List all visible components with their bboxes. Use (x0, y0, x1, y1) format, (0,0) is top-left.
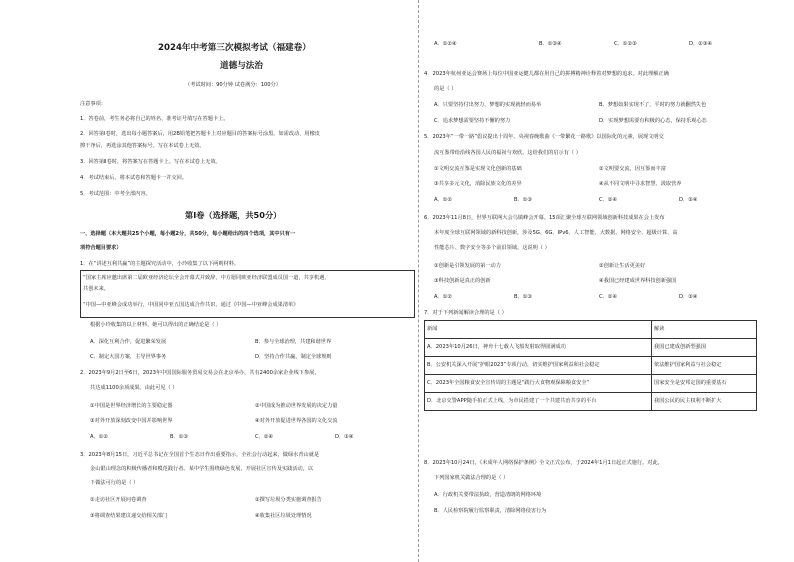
q4-option-b: B．梦想如果实现不了，平时的努力就翻然失色 (599, 102, 707, 108)
q5-item: ④从不同文明中寻求智慧、汲取营养 (599, 181, 682, 187)
q5-stem: 流互鉴带给沿线各国人民的福祉与欢欣。这给我们的启示有（ ） (434, 150, 581, 156)
q3-option-d: D．②③④ (689, 41, 713, 47)
q3-stem: 下做法可行的是（ ） (90, 480, 139, 486)
q5-option-d: D．③④ (679, 197, 698, 203)
table-row (425, 393, 757, 411)
note-line: 3．回答第Ⅱ卷时，将答案写在答题卡上。写在本试卷上无效。 (80, 159, 221, 165)
note-line: 1．答卷前，考生务必将自己的姓名、准考证号填写在答题卡上。 (80, 116, 229, 122)
table-cell: 我国已建成创新型强国 (652, 339, 757, 357)
q5-option-c: C．②④ (599, 197, 618, 203)
note-line: 擦干净后，再选涂其他答案标号。写在本试卷上无效。 (80, 143, 205, 149)
q4-stem: 的是（ ） (434, 86, 457, 92)
q1-material: “中国—中亚峰会成功举行，中国同中亚五国达成合作共识，通过《中国—中亚峰会成果清单》 (83, 302, 299, 308)
part1-instruction: 项符合题目要求） (80, 245, 122, 251)
table-cell: 我国公民的民主权利不断扩大 (652, 393, 757, 411)
table-row (425, 357, 757, 375)
q5-item: ③共享多元文化，消除民族文化的差异 (434, 181, 522, 187)
q1-option-d: D．坚持合作共赢，制定全球规则 (255, 354, 332, 360)
q7-stem: 7．对于下列新闻解读合理的是（ ） (424, 310, 507, 316)
q3-item: ④收集社区垃圾处理情况 (255, 513, 312, 519)
table-cell: B．公安机关深入开展“护眼2023”专项行动，切实维护国家利益和社会稳定 (425, 357, 652, 375)
q6-option-b: B．①③ (514, 294, 533, 300)
q6-item: ①创新是引领发展的第一动力 (434, 263, 501, 269)
exam-info: （考试时间：90分钟 试卷满分：100分） (185, 82, 281, 88)
q5-item: ②文明要交流，因互鉴而丰富 (599, 166, 666, 172)
q1-option-b: B．参与全球治理，共建和谐世界 (255, 339, 332, 345)
q2-stem: 2．2023年9月2日至6日，2023年中国国际服务贸易交易会在北京举办，共有2400余家企业线下参展， (80, 370, 320, 376)
part1-title: 第Ⅰ卷（选择题，共50分） (185, 210, 282, 220)
q1-option-a: A．深化互利合作，促进繁荣发展 (90, 339, 167, 345)
table-cell: C．2023年全国粮食安全宣传周的主题是“践行大食物观保障粮食安全” (425, 375, 652, 393)
table-header-cell: 解读 (652, 321, 757, 339)
table-cell: D．北京交警APP随手拍正式上线，为市民搭建了一个共建共治共享的平台 (425, 393, 652, 411)
exam-title: 2024年中考第三次模拟考试（福建卷） (158, 43, 311, 53)
note-line: 5．考试范围：中考全部内容。 (80, 191, 151, 197)
note-line: 2．回答第Ⅰ卷时，选出每小题答案后，用2B铅笔把答题卡上对应题目的答案标号涂黑。如需改动，用橡皮 (80, 131, 320, 137)
q1-material: “国家主席应邀出席第二届欧亚经济论坛全会开幕式并致辞，中方愿同欧亚经济联盟成员国一道，共享机遇， (83, 275, 330, 281)
table-row (425, 339, 757, 357)
q3-item: ②撰写垃圾分类实施调查报告 (255, 497, 322, 503)
table-header-cell: 新闻 (425, 321, 652, 339)
q7-news-table (424, 320, 757, 411)
q4-option-c: C．追求梦想需要坚持不懈的努力 (434, 118, 511, 124)
q4-stem: 4．2023年杭州亚运会赛场上每位中国亚运健儿都在用自己的拼搏精神诠释着对梦想的追求。对此理解正确 (424, 71, 669, 77)
q2-option-b: B．①③ (170, 434, 189, 440)
q3-option-a: A．①②④ (434, 41, 457, 47)
q2-option-d: D．③④ (335, 434, 354, 440)
part1-instruction: 一、选择题（本大题共25个小题，每小题2分，共50分，每小题给出的四个选项，其中只有一 (80, 231, 296, 237)
q8-stem: 8．2023年10月24日，《未成年人网络保护条例》全文正式公布，于2024年1月1日起正式施行。对此， (424, 460, 663, 466)
q5-option-a: A．①② (434, 197, 453, 203)
q6-option-d: D．③④ (679, 294, 698, 300)
q6-item: ③科技创新是真正的创新 (434, 278, 491, 284)
q3-stem: 金山银山理念的积极传播者和模范践行者。某中学生围绕绿色发展，开展社区宣传及实践活动，以 (90, 466, 314, 472)
q3-option-b: B．①③④ (539, 41, 562, 47)
q5-item: ①文明交流互鉴是实现文化创新的基础 (434, 166, 522, 172)
q2-item: ④对外开放促进世界各国的文化交流 (255, 418, 338, 424)
q1-material: 共创未来。 (83, 286, 109, 292)
q2-option-a: A．①② (90, 434, 109, 440)
q3-item: ③将调查结果建议递交给相关部门 (90, 513, 168, 519)
q4-option-a: A．只要坚持付出努力，梦想的实现就轻而易举 (434, 102, 542, 108)
table-header-row (425, 321, 757, 339)
q2-item: ①中国是世界经济增长的主要稳定器 (90, 403, 173, 409)
q1-stem: 1．在“讲述互利共赢”的主题探究活动中，小玲收集了以下两则材料。 (80, 261, 240, 267)
q4-option-d: D．实现梦想需要有积极的心态，保持乐观心态 (599, 118, 707, 124)
q3-option-c: C．①②③ (614, 41, 637, 47)
q3-item: ①走访社区开展问卷调查 (90, 497, 147, 503)
table-row (425, 375, 757, 393)
q6-item: ④我国已经建成世界科技创新强国 (599, 278, 677, 284)
q6-item: ②创新让生活更美好 (599, 263, 646, 269)
q8-stem: 下列国家机关做法合理的是（ ） (434, 475, 509, 481)
q2-stem: 共达成1100余项成果。由此可见（ ） (90, 385, 178, 391)
q6-option-a: A．①② (434, 294, 453, 300)
table-cell: 国家安全是安邦定国的重要基石 (652, 375, 757, 393)
table-cell: 依法维护国家利益与社会稳定 (652, 357, 757, 375)
q8-option-b: B．人民检察院履行监察职责，清除网络侵害行为 (434, 508, 547, 514)
column-divider (418, 0, 419, 562)
q6-stem: 6．2023年11月8日，世界互联网大会乌镇峰会开幕。15项汇聚全球互联网领域创新科技成果在会上发布 (424, 215, 665, 221)
q1-option-c: C．制定大国方案，主导世界事务 (90, 354, 167, 360)
q2-option-c: C．②④ (255, 434, 274, 440)
q3-stem: 3．2023年8月15日，习近平总书记在全国首个生态日作出重要指示，全社会行动起来，做绿水青山就是 (80, 452, 320, 458)
q8-option-a: A．行政机关要带法执政，营造清朗的网络环境 (434, 492, 542, 498)
note-line: 4．考试结束后，将本试卷和答题卡一并交回。 (80, 175, 188, 181)
table-cell: A．2023年10月26日，神舟十七载人飞船发射取得圆满成功 (425, 339, 652, 357)
q6-stem: 性能芯片、数字安全等多个前沿领域。这说明（ ） (434, 245, 550, 251)
q6-stem: 本年度全球互联网领域的新科技创新，涉及5G、6G、IPv6、人工智能、大数据、网络安全、超级计算、高 (434, 230, 678, 236)
q5-option-b: B．①③ (514, 197, 533, 203)
q1-tail: 根据小玲收集的以上材料，她可以得出的正确结论是（ ） (90, 322, 222, 328)
q2-item: ②中国成为推动世界发展的决定力量 (255, 403, 338, 409)
subject-title: 道德与法治 (220, 61, 263, 71)
q5-stem: 5．2023年“一带一路”倡议提出十周年。央视春晚歌曲《一带繁花一路歌》以国际化的元素，展现文明交 (424, 134, 664, 140)
q6-option-c: C．②④ (599, 294, 618, 300)
q2-item: ③对外开放深刻改变中国并影响世界 (90, 418, 173, 424)
notes-heading: 注意事项： (80, 101, 106, 107)
